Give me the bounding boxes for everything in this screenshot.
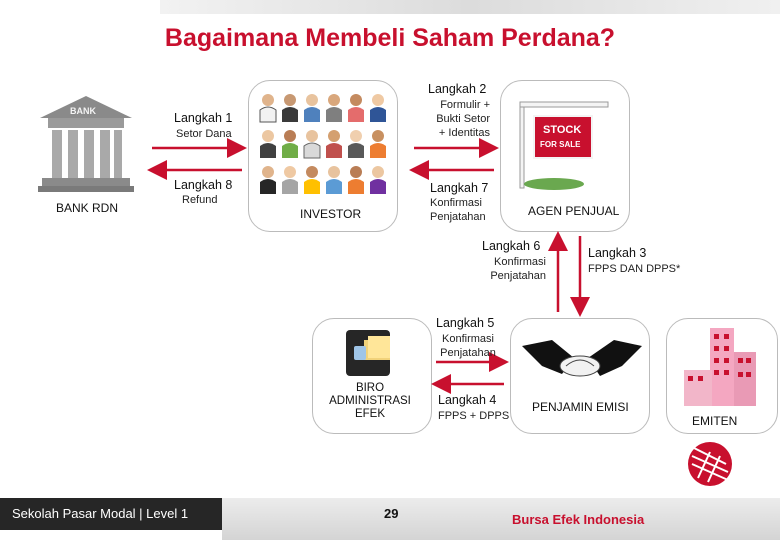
step5-desc: Konfirmasi Penjatahan xyxy=(440,333,496,359)
node-agen-label: AGEN PENJUAL xyxy=(528,204,620,218)
step5-label: Langkah 5 xyxy=(436,316,495,330)
step4-desc: FPPS + DPPS xyxy=(438,410,510,422)
footer-course-label: Sekolah Pasar Modal | Level 1 xyxy=(0,498,222,530)
step8-desc: Refund xyxy=(182,194,218,206)
node-bank-label: BANK RDN xyxy=(56,201,119,215)
step1-desc: Setor Dana xyxy=(176,128,232,140)
node-penjamin-label: PENJAMIN EMISI xyxy=(532,400,629,414)
bank-sign-text: BANK xyxy=(70,106,96,116)
idx-logo-icon xyxy=(680,438,740,498)
footer-page-number: 29 xyxy=(384,506,399,521)
step8-label: Langkah 8 xyxy=(174,178,233,192)
step7-label: Langkah 7 xyxy=(430,181,489,195)
step3-label: Langkah 3 xyxy=(588,246,647,260)
step2-label: Langkah 2 xyxy=(428,82,487,96)
stock-sign-line1: STOCK xyxy=(543,124,582,136)
step6-desc: Konfirmasi Penjatahan xyxy=(490,256,546,282)
page-title: Bagaimana Membeli Saham Perdana? xyxy=(164,24,616,52)
step4-label: Langkah 4 xyxy=(438,393,497,407)
step2-desc: Formulir + Bukti Setor + Identitas xyxy=(436,99,490,139)
stock-sign-line2: FOR SALE xyxy=(540,140,581,149)
node-biro-label: BIRO ADMINISTRASI EFEK xyxy=(329,382,411,420)
step6-label: Langkah 6 xyxy=(482,239,541,253)
step1-label: Langkah 1 xyxy=(174,111,233,125)
step3-desc: FPPS DAN DPPS* xyxy=(588,263,681,275)
footer-brand: Bursa Efek Indonesia xyxy=(512,512,645,527)
footer-bottom-strip xyxy=(222,498,780,540)
node-investor-label: INVESTOR xyxy=(300,207,362,221)
step7-desc: Konfirmasi Penjatahan xyxy=(430,197,486,223)
node-emiten-label: EMITEN xyxy=(692,414,738,428)
